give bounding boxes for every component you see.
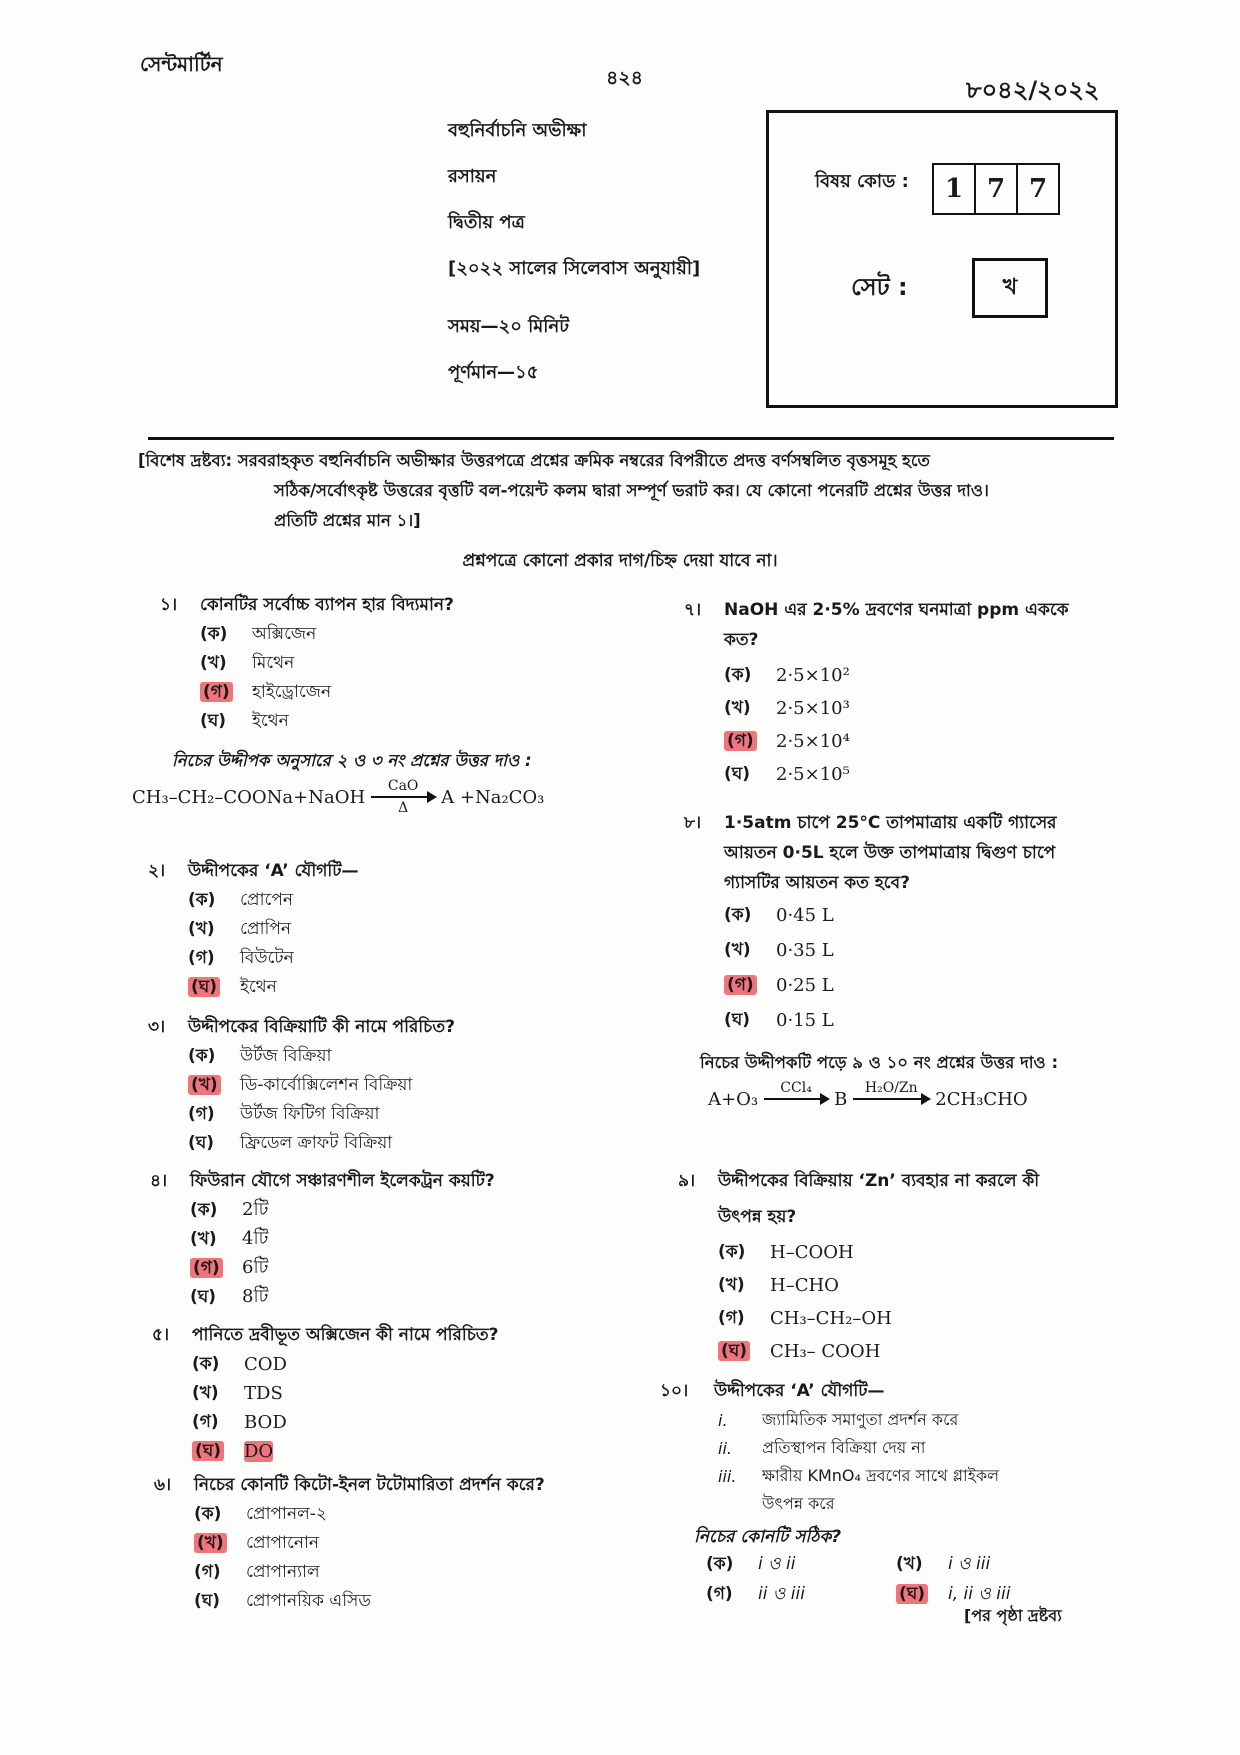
option-label: (খ) — [194, 1533, 227, 1553]
option[interactable] — [192, 1408, 632, 1437]
question-number: ৬। — [154, 1475, 172, 1495]
option[interactable] — [192, 1379, 632, 1408]
question-6 — [154, 1470, 634, 1616]
statement — [718, 1490, 1120, 1518]
divider — [148, 437, 1114, 440]
reaction-reactants: CH₃–CH₂–COONa+NaOH — [132, 786, 366, 808]
exam-paper: দ্বিতীয় পত্র — [448, 212, 525, 233]
option-marked[interactable] — [190, 1254, 630, 1283]
option-label: (ক) — [190, 1199, 218, 1220]
question-7 — [684, 595, 1124, 791]
option[interactable] — [188, 1129, 628, 1158]
option-text: i ও ii — [758, 1554, 796, 1574]
option-text: 0·25 L — [776, 975, 834, 996]
question-stem: NaOH এর 2·5% দ্রবণের ঘনমাত্রা ppm এককে — [724, 600, 1069, 620]
question-number: ৩। — [148, 1017, 166, 1037]
option[interactable] — [718, 1236, 1118, 1269]
which-correct: নিচের কোনটি সঠিক? — [694, 1527, 842, 1547]
option-text: প্রোপিন — [240, 918, 292, 939]
question-number: ৮। — [684, 813, 702, 833]
special-note — [138, 446, 1116, 536]
arrow-above: CaO — [387, 778, 419, 794]
option-label: (খ) — [188, 1075, 221, 1095]
option-label: (গ) — [718, 1307, 745, 1328]
question-stem: উদ্দীপকের বিক্রিয়াটি কী নামে পরিচিত? — [188, 1017, 455, 1037]
option-label: (ঘ) — [194, 1590, 221, 1611]
exam-marks: পূর্ণমান—১৫ — [448, 362, 539, 383]
option-text: প্রোপানয়িক এসিড — [246, 1590, 371, 1611]
option-marked[interactable] — [188, 973, 628, 1002]
option[interactable] — [188, 915, 628, 944]
option-text: i ও iii — [948, 1554, 991, 1574]
question-stem: ফিউরান যৌগে সঞ্চারণশীল ইলেকট্রন কয়টি? — [190, 1171, 495, 1191]
option[interactable] — [200, 620, 640, 649]
option[interactable] — [190, 1283, 630, 1312]
option[interactable] — [188, 1100, 628, 1129]
option-text: মিথেন — [252, 652, 295, 673]
option-text: ইথেন — [240, 976, 277, 997]
option-label: (খ) — [718, 1274, 745, 1295]
option-label: (গ) — [188, 1103, 215, 1124]
question-1 — [160, 590, 640, 736]
option[interactable] — [190, 1196, 630, 1225]
option[interactable] — [194, 1587, 634, 1616]
header-left: সেন্টমার্টিন — [140, 52, 223, 76]
statement-text: প্রতিস্থাপন বিক্রিয়া দেয় না — [762, 1437, 926, 1457]
option-text: উর্টজ বিক্রিয়া — [240, 1045, 332, 1066]
statement — [718, 1406, 1120, 1434]
option[interactable] — [724, 692, 1124, 725]
option-label: (খ) — [188, 918, 215, 939]
option-label: (ঘ) — [188, 1132, 215, 1153]
set-value: খ — [972, 258, 1048, 318]
option-text: COD — [244, 1354, 287, 1375]
question-5 — [152, 1320, 632, 1466]
option-text: CH₃–CH₂–OH — [770, 1308, 892, 1329]
option-marked[interactable] — [724, 968, 1134, 1003]
question-number: ৫। — [152, 1325, 170, 1345]
option[interactable] — [188, 1042, 628, 1071]
reaction-equation-1 — [132, 778, 544, 816]
option-marked[interactable] — [724, 725, 1124, 758]
option-label: (গ) — [724, 975, 757, 995]
question-stem: নিচের কোনটি কিটো-ইনল টটোমারিতা প্রদর্শন করে? — [194, 1475, 545, 1495]
option-text: TDS — [244, 1383, 283, 1404]
special-note-line: প্রতিটি প্রশ্নের মান ১।] — [274, 511, 421, 530]
option-text: 4টি — [242, 1228, 269, 1249]
option-text: 6টি — [242, 1257, 269, 1278]
option-text: 0·45 L — [776, 905, 834, 926]
option-text: উর্টজ ফিটিগ বিক্রিয়া — [240, 1103, 380, 1124]
subject-code-box — [766, 110, 1118, 408]
question-number: ৭। — [684, 600, 702, 620]
option-label: (ক) — [192, 1353, 220, 1374]
reaction-product: 2CH₃CHO — [935, 1088, 1028, 1110]
option-label: (খ) — [896, 1554, 923, 1574]
question-3 — [148, 1012, 628, 1158]
option-label: (ক) — [188, 1045, 216, 1066]
option[interactable] — [194, 1558, 634, 1587]
option-label: (গ) — [194, 1561, 221, 1582]
question-stem: উদ্দীপকের ‘A’ যৌগটি— — [188, 861, 359, 881]
option-label: (ক) — [706, 1554, 734, 1574]
question-8 — [684, 808, 1134, 1038]
question-number: ১। — [160, 595, 178, 615]
option[interactable] — [200, 707, 640, 736]
header-right: ৮০৪২/২০২২ — [966, 76, 1100, 104]
question-10 — [660, 1376, 1120, 1608]
option-label: (গ) — [188, 947, 215, 968]
option[interactable] — [188, 944, 628, 973]
option-marked[interactable] — [200, 678, 640, 707]
statement-numeral: ii. — [718, 1438, 732, 1458]
question-stem: কোনটির সর্বোচ্চ ব্যাপন হার বিদ্যমান? — [200, 595, 454, 615]
code-digit: 7 — [1028, 174, 1048, 204]
next-page-note: [পর পৃষ্ঠা দ্রষ্টব্য — [964, 1606, 1062, 1625]
option-label: (ক) — [724, 904, 752, 925]
option[interactable] — [718, 1302, 1118, 1335]
question-stem: উদ্দীপকের ‘A’ যৌগটি— — [714, 1381, 885, 1401]
option-label: (ক) — [188, 889, 216, 910]
option-text: BOD — [244, 1412, 287, 1433]
reaction-arrow — [764, 1080, 828, 1118]
option-label: (ক) — [194, 1503, 222, 1524]
option-marked[interactable] — [718, 1335, 1118, 1368]
option-text: DO — [244, 1441, 274, 1462]
option-marked[interactable] — [194, 1529, 634, 1558]
set-label: সেট : — [851, 273, 908, 301]
special-note-line: [বিশেষ দ্রষ্টব্য: সরবরাহকৃত বহুনির্বাচনি অভীক্ষার উত্তরপত্রে প্রশ্নের ক্রমিক নম্বরের বিপরীতে প্রদত্ত বর্ণসম্বলিত বৃত্তসমূহ হতে — [138, 451, 930, 470]
question-9 — [678, 1166, 1118, 1368]
option[interactable] — [188, 886, 628, 915]
exam-subject: রসায়ন — [448, 166, 497, 187]
option-label: (খ) — [200, 652, 227, 673]
option-label: (খ) — [724, 939, 751, 960]
option-label: (ঘ) — [896, 1584, 928, 1604]
exam-type: বহুনির্বাচনি অভীক্ষা — [448, 120, 587, 141]
question-stem: পানিতে দ্রবীভূত অক্সিজেন কী নামে পরিচিত? — [192, 1325, 499, 1345]
statement — [718, 1462, 1120, 1490]
reaction-arrow — [371, 778, 435, 816]
exam-time: সময়—২০ মিনিট — [448, 316, 570, 337]
statement-text: জ্যামিতিক সমাণুতা প্রদর্শন করে — [762, 1409, 959, 1429]
option[interactable] — [194, 1500, 634, 1529]
option-text: 0·35 L — [776, 940, 834, 961]
option-label: (গ) — [190, 1258, 223, 1278]
question-stem: আয়তন 0·5L হলে উক্ত তাপমাত্রায় দ্বিগুণ চাপে — [724, 843, 1056, 863]
option-text: 2·5×10² — [776, 665, 850, 686]
option[interactable] — [200, 649, 640, 678]
subject-code-label: বিষয় কোড : — [815, 171, 909, 192]
option-text: i, ii ও iii — [948, 1584, 1011, 1604]
option-text: হাইড্রোজেন — [252, 681, 332, 702]
reaction-equation-2 — [708, 1080, 1028, 1118]
arrow-above: CCl₄ — [780, 1080, 812, 1096]
option-label: (ঘ) — [188, 977, 220, 997]
option-text: প্রোপানল-২ — [246, 1503, 327, 1524]
reaction-intermediate: B — [834, 1088, 848, 1110]
option[interactable] — [724, 1003, 1134, 1038]
question-number: ১০। — [660, 1381, 689, 1401]
option[interactable] — [896, 1552, 1086, 1578]
question-4 — [150, 1166, 630, 1312]
question-stem: গ্যাসটির আয়তন কত হবে? — [724, 873, 910, 893]
no-mark-note: প্রশ্নপত্রে কোনো প্রকার দাগ/চিহ্ন দেয়া যাবে না। — [462, 551, 778, 571]
option-label: (ঘ) — [718, 1341, 750, 1361]
statement-numeral: iii. — [718, 1466, 737, 1486]
option-label: (ক) — [200, 623, 228, 644]
option-label: (খ) — [190, 1228, 217, 1249]
option-label: (ঘ) — [190, 1286, 217, 1307]
option-label: (গ) — [200, 682, 233, 702]
arrow-below: Δ — [398, 800, 409, 816]
question-stem: কত? — [724, 630, 759, 650]
option-text: ii ও iii — [758, 1584, 805, 1604]
option-text: 2·5×10⁴ — [776, 731, 850, 752]
option-text: ইথেন — [252, 710, 289, 731]
option-text: 8টি — [242, 1286, 269, 1307]
reaction-arrow — [853, 1080, 929, 1118]
question-stem: 1·5atm চাপে 25°C তাপমাত্রায় একটি গ্যাসের — [724, 813, 1057, 833]
option-text: প্রোপান্যাল — [246, 1561, 320, 1582]
question-stem: উদ্দীপকের বিক্রিয়ায় ‘Zn’ ব্যবহার না করলে কী — [718, 1171, 1040, 1191]
question-number: ২। — [148, 861, 166, 881]
option[interactable] — [718, 1269, 1118, 1302]
special-note-line: সঠিক/সর্বোৎকৃষ্ট উত্তরের বৃত্তটি বল-পয়েন্ট কলম দ্বারা সম্পূর্ণ ভরাট কর। যে কোনো পনেরটি প্রশ্নের উত্তর দাও। — [274, 481, 989, 500]
option-label: (ক) — [718, 1241, 746, 1262]
option-text: ডি-কার্বোক্সিলেশন বিক্রিয়া — [240, 1074, 413, 1095]
exam-syllabus: [২০২২ সালের সিলেবাস অনুযায়ী] — [448, 258, 701, 279]
question-stem: উৎপন্ন হয়? — [718, 1207, 797, 1227]
option-label: (ক) — [724, 664, 752, 685]
stimulus-2-text: নিচের উদ্দীপকটি পড়ে ৯ ও ১০ নং প্রশ্নের উত্তর দাও : — [700, 1053, 1059, 1072]
question-number: ৯। — [678, 1171, 696, 1191]
option-text: প্রোপানোন — [246, 1532, 320, 1553]
statement — [718, 1434, 1120, 1462]
option-text: অক্সিজেন — [252, 623, 317, 644]
option-label: (খ) — [724, 697, 751, 718]
option-label: (ঘ) — [192, 1441, 224, 1461]
option[interactable] — [724, 659, 1124, 692]
option-text: H–COOH — [770, 1242, 854, 1263]
option[interactable] — [190, 1225, 630, 1254]
option-text: 2·5×10³ — [776, 698, 850, 719]
option-text: H–CHO — [770, 1275, 839, 1296]
code-digit: 7 — [976, 165, 1018, 213]
option-label: (ঘ) — [724, 1009, 751, 1030]
question-number: ৪। — [150, 1171, 168, 1191]
question-2 — [148, 856, 628, 1002]
subject-code-cells — [932, 163, 1060, 215]
option-text: 2·5×10⁵ — [776, 764, 850, 785]
option-marked[interactable] — [192, 1437, 632, 1466]
arrow-above: H₂O/Zn — [864, 1080, 918, 1096]
option[interactable] — [192, 1350, 632, 1379]
option-text: CH₃– COOH — [770, 1341, 881, 1362]
option-label: (গ) — [724, 731, 757, 751]
option[interactable] — [706, 1582, 896, 1608]
statement-text: উৎপন্ন করে — [762, 1493, 835, 1513]
reaction-products: A +Na₂CO₃ — [441, 786, 545, 808]
option[interactable] — [724, 758, 1124, 791]
option-text: 2টি — [242, 1199, 269, 1220]
option-text: বিউটেন — [240, 947, 294, 968]
page-number: ৪২৪ — [606, 67, 644, 89]
code-digit: 1 — [934, 165, 976, 213]
stimulus-1-text: নিচের উদ্দীপক অনুসারে ২ ও ৩ নং প্রশ্নের উত্তর দাও : — [172, 751, 532, 770]
option-text: 0·15 L — [776, 1010, 834, 1031]
reaction-start: A+O₃ — [708, 1088, 759, 1110]
option-label: (গ) — [706, 1584, 733, 1604]
option-text: ফ্রিডেল ক্রাফট বিক্রিয়া — [240, 1132, 393, 1153]
statement-text: ক্ষারীয় KMnO₄ দ্রবণের সাথে গ্লাইকল — [762, 1465, 1000, 1485]
option-label: (ঘ) — [724, 763, 751, 784]
option-text: প্রোপেন — [240, 889, 294, 910]
option-marked[interactable] — [188, 1071, 628, 1100]
option-label: (ঘ) — [200, 710, 227, 731]
option-label: (গ) — [192, 1411, 219, 1432]
option[interactable] — [724, 933, 1134, 968]
option[interactable] — [706, 1552, 896, 1578]
statement-numeral: i. — [718, 1410, 728, 1430]
option-label: (খ) — [192, 1382, 219, 1403]
option[interactable] — [724, 898, 1134, 933]
